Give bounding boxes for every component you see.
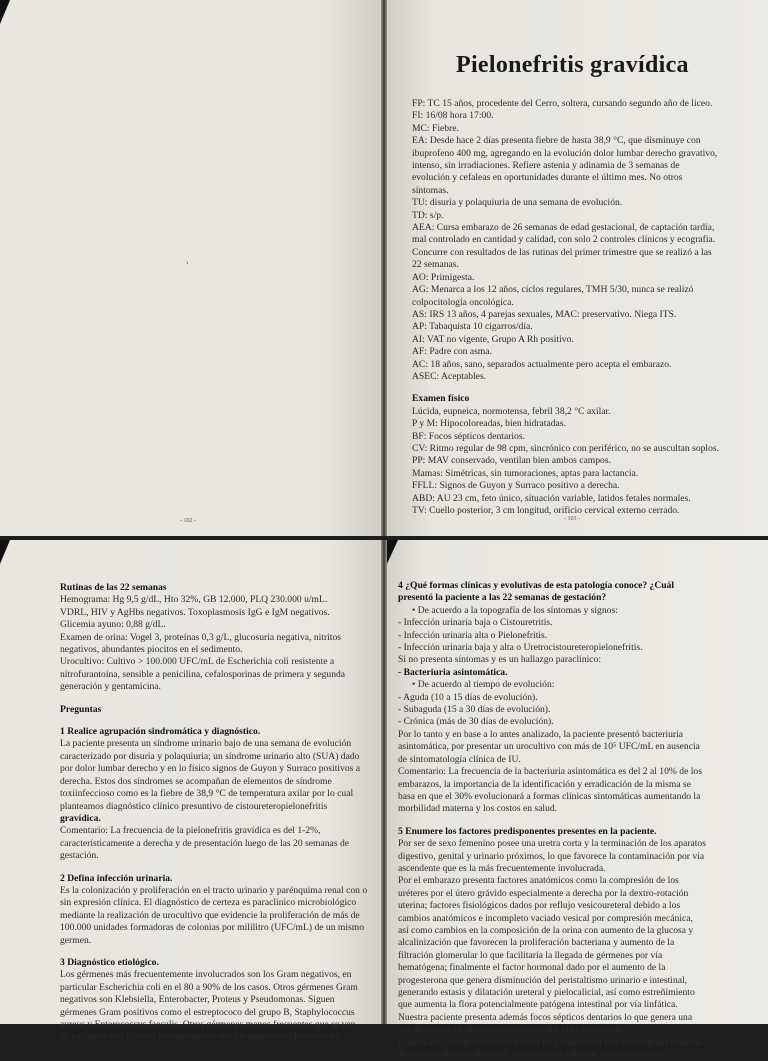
text-line: Por el embarazo presenta factores anatómicos como la compresión de los [398,875,679,887]
text-line: mediante la realización de urocultivo que evidencie la proliferación de más de [60,909,360,921]
text-line [398,816,706,826]
clinical-history-text [412,98,719,517]
text-line: por dolor lumbar derecho y en lo físico signos de Guyon y Surraco positivos a [60,763,361,775]
text-line: particular Escherichia coli en el 80 a 90% de los casos. Otros gérmenes Gram [60,981,358,993]
text-line: 2 Defina infección urinaria. [60,872,173,884]
text-line: BF: Focos sépticos dentarios. [412,430,525,442]
text-line: AF: Padre con asma. [412,346,492,358]
text-line: VDRL, HIV y AgHbs negativos. Toxoplasmosis IgG e IgM negativos. [60,606,330,618]
text-line: síntomas. [412,184,449,196]
text-line: P y M: Hipocoloreadas, bien hidratadas. [412,418,566,430]
text-line: FFLL: Signos de Guyon y Surraco positivo a derecha. [412,480,620,492]
text-line: 5 Enumere los factores predisponentes presentes en la paciente. [398,825,657,837]
text-line: AS: IRS 13 años, 4 parejas sexuales, MAC: preservativo. Niega ITS. [412,308,677,320]
text-line: - Aguda (10 a 15 días de evolución). [398,691,538,703]
text-line: 1 Realice agrupación sindromática y diagnóstico. [60,726,261,738]
answers-text [398,580,706,1061]
text-line: Hemograma: Hg 9,5 g/dL, Hto 32%, GB 12.000, PLQ 230.000 u/mL. [60,594,328,606]
text-line: negativos, abundantes piocitos en el sedimento. [60,644,243,656]
text-line: caracterizado por disuria y polaquiuria; un síndrome urinario alto (SUA) dado [60,750,360,762]
text-line: uréteres por el útero grávido especialmente a derecha por la dextro-rotación [398,887,689,899]
text-line: de cálculos renales, diabetes, neuropatías y válvulas vesicoureterales [398,1049,662,1061]
text-line: característicamente a derecha y de presentación luego de las 20 semanas de [60,837,350,849]
text-line: derecha. Estos dos síndromes se acompañan de elementos de síndrome [60,775,332,787]
questions-text [60,582,367,1044]
page-103 [386,0,768,536]
text-line: • De acuerdo a la topografía de los síntomas y signos: [412,604,618,616]
text-line: generando estasis y dilatación ureteral y pielocalicial, así como estreñimiento [398,987,695,998]
text-line: CV: Ritmo regular de 98 cpm, sincrónico con periférico, no se auscultan soplos. [412,442,720,454]
text-line: mal controlado en cantidad y calidad, con solo 2 controles clínicos y ecografía. [412,234,716,246]
text-line: Comentario: La frecuencia de la bacteriuria asintomática es del 2 al 10% de los [398,766,702,778]
page-104 [0,540,382,1043]
text-line: morbilidad materna y los costos en salud. [398,803,558,815]
text-line: aureus y Enterococcus faecalis. Otros gérmenes menos frecuentes que se ven [60,1019,356,1030]
text-line: progesterona que genera disminución del peristaltismo urinario e intestinal, [398,974,688,986]
text-line: AC: 18 años, sano, separados actualmente pero acepta el embarazo. [412,358,672,370]
page-105 [386,540,768,1061]
text-line: AI: VAT no vigente, Grupo A Rh positivo. [412,333,574,345]
text-line: • De acuerdo al tiempo de evolución: [412,679,555,691]
text-line: alcalinización que favorecen la proliferación bacteriana y aumento de la [398,937,675,949]
text-line: Es la colonización y proliferación en el tracto urinario y parénquima renal con o [60,884,368,896]
text-line: así como cambios en la composición de la orina con aumento de la glucosa y [398,924,694,936]
book-gutter [381,540,387,1024]
text-line: toxiinfeccioso como es la fiebre de 38,9 °C de temperatura axilar por lo cual [60,788,354,800]
text-line: ibuprofeno 400 mg, agregando en la evolución dolor lumbar derecho gravativo, [412,147,718,159]
text-line: presentó la paciente a las 22 semanas de gestación? [398,592,607,604]
page-corner-shadow [0,540,10,564]
text-line [60,694,367,704]
text-line: FP: TC 15 años, procedente del Cerro, soltera, cursando segundo año de liceo. [412,98,713,109]
text-line: Rutinas de las 22 semanas [60,582,167,593]
text-line: germen. [60,934,92,946]
text-line: gravídica. [60,812,101,824]
text-line: basa en que el 30% evolucionará a formas clínicas sintomáticas aumentando la [398,790,701,802]
text-line: AO: Primigesta. [412,271,475,283]
text-line: negativos son Klebsiella, Enterobacter, Proteus y Pseudomonas. Siguen [60,994,335,1006]
text-line: hematógena; finalmente el factor hormonal dado por el aumento de la [398,962,666,974]
text-line: - Infección urinaria baja o Cistouretritis. [398,617,553,629]
text-line: PP: MAV conservado, ventilan bien ambos campos. [412,455,611,467]
text-line: ABD: AU 23 cm, feto único, situación variable, latidos fetales normales. [412,492,691,504]
text-line: EA: Desde hace 2 días presenta fiebre de hasta 38,9 °C, que disminuye con [412,135,701,147]
text-line: embarazos, la importancia de la identificación y erradicación de la misma se [398,778,692,790]
text-line: Examen de orina: Vogel 3, proteínas 0,3 g/L, glucosuria negativa, nitritos [60,631,342,643]
page-corner-shadow [0,0,10,24]
text-line: 4 ¿Qué formas clínicas y evolutivas de esta patología conoce? ¿Cuál [398,580,675,591]
text-line: MC: Fiebre. [412,122,459,134]
text-line: filtración glomerular lo que facilitaría la llegada de gérmenes por vía [398,949,663,961]
text-line: generación y gentamicina. [60,681,161,693]
text-line: Comentario: Otros factores maternos no presentes en este caso son la presencia [398,1036,702,1048]
text-line: evolución y cefaleas en oportunidades durante el último mes. No otros [412,172,683,184]
text-line [412,383,719,393]
text-line: - Infección urinaria alta o Pielonefritis. [398,629,548,641]
text-line: nitrofurantoína, sensible a penicilina, cefalosporinas de primera y segunda [60,668,346,680]
page-number: - 102 - [180,518,196,524]
text-line: gestación. [60,850,99,862]
text-line: Por lo tanto y en base a lo antes analizado, la paciente presentó bacteriuria [398,728,684,740]
text-line: Preguntas [60,703,102,715]
page-speck: › [186,258,189,267]
text-line: Los gérmenes más frecuentemente involucrados son los Gram negativos, en [60,969,352,981]
page-102 [0,0,382,536]
text-line: Concurre con resultados de las rutinas del primer trimestre que se realizó a las [412,246,712,258]
text-line: gérmenes Gram positivos como el estreptococo del grupo B, Staphylococcus [60,1006,355,1018]
text-line: - Subaguda (15 a 30 días de evolución). [398,704,551,716]
text-line [60,863,367,873]
text-line: Mamas: Simétricas, sin tumoraciones, aptas para lactancia. [412,467,639,479]
text-line: 100.000 unidades formadoras de colonias por mililitro (UFC/mL) de un mismo [60,922,365,934]
text-line: planteamos diagnóstico clínico presuntivo de cistoureteropielonefritis [60,800,328,812]
text-line: Lúcida, eupneica, normotensa, febril 38,2 °C axilar. [412,405,611,417]
book-gutter [381,0,387,536]
text-line [60,947,367,957]
text-line [60,716,367,726]
text-line: digestivo, genital y urinario próximos, lo que favorece la contaminación por vía [398,850,705,862]
text-line: TU: disuria y polaquiuria de una semana de evolución. [412,197,623,209]
page-corner-shadow [386,540,398,566]
text-line: intenso, sin irradiaciones. Refiere astenia y adinamia de 3 semanas de [412,160,680,172]
text-line: colpocitología oncológica. [412,296,514,308]
text-line: Comentario: La frecuencia de la pielonefritis gravídica es del 1-2%, [60,825,321,837]
text-line: - Bacteriuria asintomática. [398,666,508,678]
text-line: Glicemia ayuno: 0,88 g/dL. [60,619,166,631]
text-line: ascendente que es la más frecuentemente involucrada. [398,862,606,874]
text-line: asintomática, por presentar un urocultivo con más de 10⁵ UFC/mL en ausencia [398,741,700,753]
text-line: AP: Tabaquista 10 cigarros/día. [412,321,533,333]
text-line: sin expresión clínica. El diagnóstico de certeza es paraclínico microbiológico [60,897,357,909]
text-line: vía de entrada de gérmenes patógenos por vía hematógena. [398,1024,625,1036]
page-title: Pielonefritis gravídica [456,52,689,78]
text-line: Examen físico [412,393,470,405]
text-line: cambios anatómicos e incompleto vaciado vesical por compresión mecánica, [398,912,693,924]
text-line: uterina; factores fisiológicos dados por reflujo vesicoureteral debido a los [398,900,681,912]
text-line: TV: Cuello posterior, 3 cm longitud, orificio cervical externo cerrado. [412,505,680,516]
text-line: - Infección urinaria baja y alta o Uretrocistoureteropielonefritis. [398,642,643,654]
text-line: - Crónica (más de 30 días de evolución). [398,716,554,728]
text-line: Si no presenta síntomas y es un hallazgo paraclínico: [398,654,602,666]
page-number: - 103 - [564,516,580,522]
book-spread-bottom [0,540,768,1061]
text-line: 22 semanas. [412,259,459,271]
text-line: Urocultivo: Cultivo > 100.000 UFC/mL de Escherichia coli resistente a [60,656,335,668]
text-line: TD: s/p. [412,209,444,221]
text-line: ASEC: Aceptables. [412,370,487,382]
text-line: 3 Diagnóstico etiológico. [60,956,159,968]
text-line: en pacientes con factores predisponentes son los anaerobios, Bacteroides [60,1031,340,1043]
text-line: Por ser de sexo femenino posee una uretra corta y la terminación de los aparatos [398,838,706,850]
text-line: que aumenta la flora potencialmente patógena intestinal por vía linfática. [398,999,678,1011]
text-line: AEA: Cursa embarazo de 26 semanas de edad gestacional, de captación tardía, [412,222,715,234]
text-line: de sintomatología clínica de IU. [398,753,521,765]
text-line: AG: Menarca a los 12 años, ciclos regulares, TMH 5/30, nunca se realizó [412,284,694,296]
text-line: La paciente presenta un síndrome urinario bajo de una semana de evolución [60,738,352,750]
text-line: Nuestra paciente presenta además focos sépticos dentarios lo que genera una [398,1011,693,1023]
text-line: FI: 16/08 hora 17:00. [412,110,494,122]
